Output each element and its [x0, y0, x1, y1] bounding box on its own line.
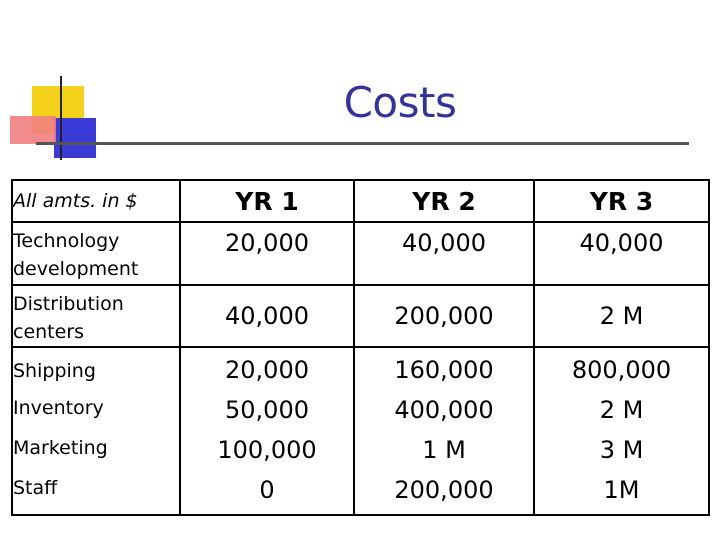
row-label: Distribution centers: [12, 285, 180, 347]
table-cell: 50,000: [225, 396, 309, 424]
table-row: [12, 222, 709, 285]
column-header: YR 3: [534, 180, 709, 222]
title-divider: [36, 142, 689, 145]
table-row: [12, 285, 709, 347]
corner-label: All amts. in $: [12, 180, 180, 222]
table-cell: 20,000: [180, 222, 354, 285]
table-cell: 3 M: [599, 436, 644, 464]
row-label: Technology development: [12, 222, 180, 285]
row-label: Shipping: [13, 360, 96, 382]
costs-table: [11, 179, 710, 516]
logo-red-square: [10, 116, 56, 144]
row-label: Inventory: [13, 397, 104, 419]
table-row: [12, 180, 709, 222]
table-cell: 40,000: [354, 222, 534, 285]
table-cell: 2 M: [599, 396, 644, 424]
row-labels-group: [12, 347, 180, 515]
table-cell: 40,000: [534, 222, 709, 285]
table-cell: 2 M: [534, 285, 709, 347]
values-group-yr1: [180, 347, 354, 515]
table-cell: 200,000: [354, 285, 534, 347]
table-cell: 20,000: [225, 356, 309, 384]
column-header: YR 2: [354, 180, 534, 222]
table-row: [12, 347, 709, 515]
table-cell: 800,000: [571, 356, 672, 384]
slide-title: Costs: [343, 78, 457, 127]
column-header: YR 1: [180, 180, 354, 222]
table-cell: 100,000: [217, 436, 317, 464]
table-cell: 1 M: [422, 436, 466, 464]
values-group-yr2: [354, 347, 534, 515]
table-cell: 1M: [603, 476, 640, 504]
row-label: Staff: [13, 477, 58, 499]
row-label: Marketing: [13, 437, 108, 459]
logo-vertical-line: [60, 76, 62, 160]
table-cell: 0: [259, 476, 275, 504]
table-cell: 160,000: [394, 356, 494, 384]
table-cell: 400,000: [394, 396, 494, 424]
table-cell: 40,000: [180, 285, 354, 347]
values-group-yr3: [534, 347, 709, 515]
table-cell: 200,000: [394, 476, 494, 504]
